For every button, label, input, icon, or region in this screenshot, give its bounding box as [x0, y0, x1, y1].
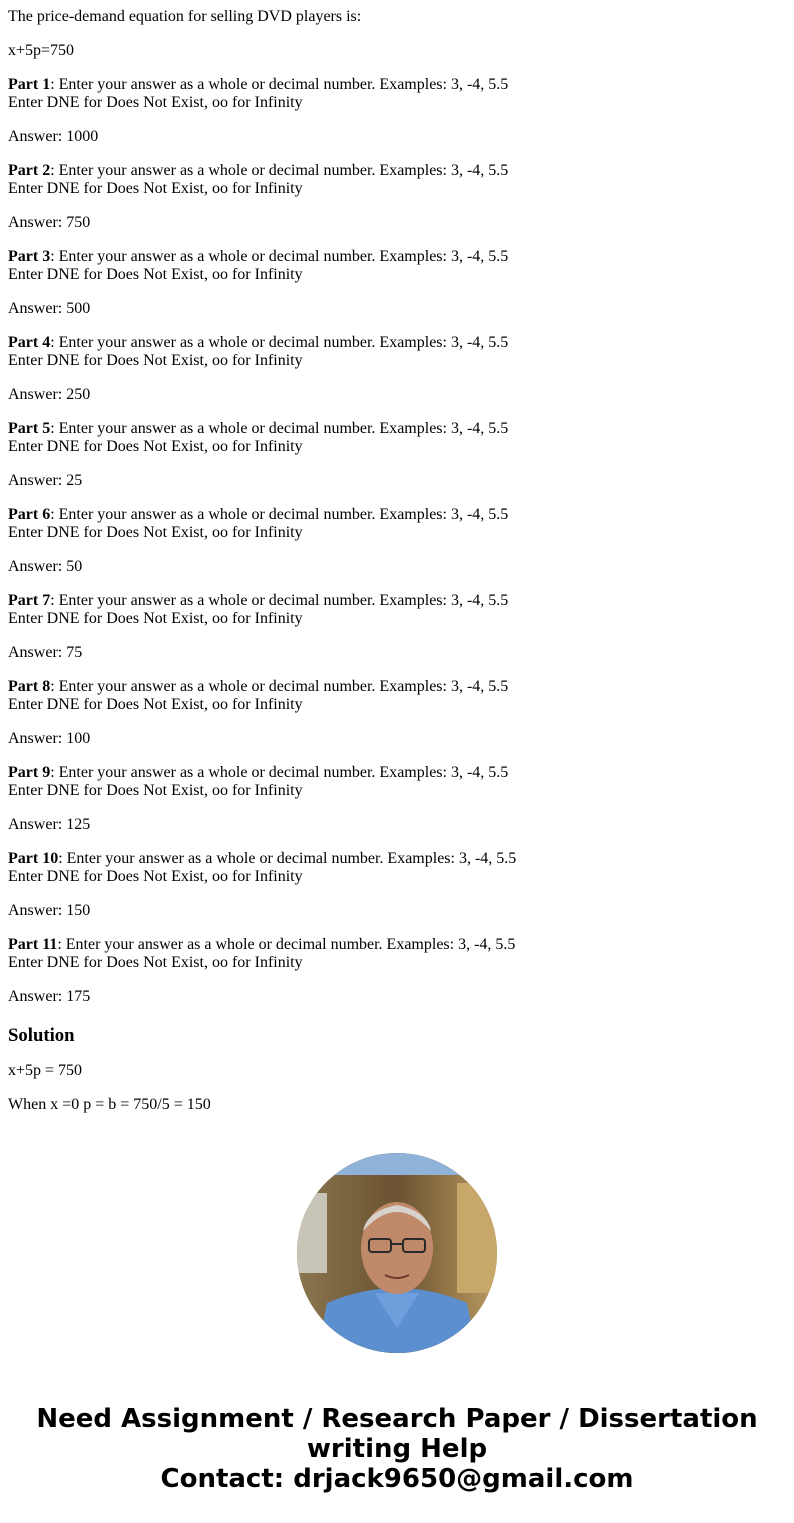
part-label: Part 9: [8, 764, 51, 781]
part-instruction: : Enter your answer as a whole or decimal number. Examples: 3, -4, 5.5: [50, 334, 509, 351]
part-answer: Answer: 100: [8, 730, 91, 747]
equation-text: x+5p=750: [8, 42, 75, 59]
part-label: Part 6: [8, 506, 51, 523]
part-hint: Enter DNE for Does Not Exist, oo for Infinity: [8, 524, 303, 541]
part-label: Part 11: [8, 936, 58, 953]
part-item: [8, 764, 786, 834]
part-hint: Enter DNE for Does Not Exist, oo for Infinity: [8, 782, 303, 799]
part-answer: Answer: 1000: [8, 128, 99, 145]
part-instruction: : Enter your answer as a whole or decimal number. Examples: 3, -4, 5.5: [50, 506, 509, 523]
promo-line: Need Assignment / Research Paper / Dissertation: [36, 1404, 758, 1434]
promo-banner: [0, 1404, 794, 1494]
part-instruction: : Enter your answer as a whole or decimal number. Examples: 3, -4, 5.5: [50, 248, 509, 265]
part-instruction: : Enter your answer as a whole or decimal number. Examples: 3, -4, 5.5: [50, 678, 509, 695]
part-instruction: : Enter your answer as a whole or decimal number. Examples: 3, -4, 5.5: [58, 850, 517, 867]
part-answer: Answer: 50: [8, 558, 83, 575]
part-hint: Enter DNE for Does Not Exist, oo for Infinity: [8, 610, 303, 627]
part-item: [8, 678, 786, 748]
part-instruction: : Enter your answer as a whole or decimal number. Examples: 3, -4, 5.5: [50, 420, 509, 437]
part-label: Part 1: [8, 76, 51, 93]
part-item: [8, 506, 786, 576]
part-label: Part 4: [8, 334, 51, 351]
promo-line: writing Help: [306, 1434, 488, 1464]
part-hint: Enter DNE for Does Not Exist, oo for Infinity: [8, 180, 303, 197]
solution-line: When x =0 p = b = 750/5 = 150: [8, 1096, 211, 1113]
part-item: [8, 76, 786, 146]
part-hint: Enter DNE for Does Not Exist, oo for Infinity: [8, 696, 303, 713]
portrait-illustration: [297, 1153, 497, 1353]
part-item: [8, 334, 786, 404]
part-instruction: : Enter your answer as a whole or decimal number. Examples: 3, -4, 5.5: [57, 936, 516, 953]
part-answer: Answer: 125: [8, 816, 91, 833]
part-answer: Answer: 500: [8, 300, 91, 317]
part-label: Part 5: [8, 420, 51, 437]
part-item: [8, 420, 786, 490]
author-photo: [297, 1153, 497, 1353]
part-instruction: : Enter your answer as a whole or decimal number. Examples: 3, -4, 5.5: [50, 592, 509, 609]
part-instruction: : Enter your answer as a whole or decimal number. Examples: 3, -4, 5.5: [50, 764, 509, 781]
part-instruction: : Enter your answer as a whole or decimal number. Examples: 3, -4, 5.5: [50, 162, 509, 179]
part-instruction: : Enter your answer as a whole or decimal number. Examples: 3, -4, 5.5: [50, 76, 509, 93]
solution-line: x+5p = 750: [8, 1062, 83, 1079]
part-hint: Enter DNE for Does Not Exist, oo for Infinity: [8, 352, 303, 369]
part-label: Part 7: [8, 592, 51, 609]
part-label: Part 3: [8, 248, 51, 265]
part-hint: Enter DNE for Does Not Exist, oo for Infinity: [8, 954, 303, 971]
solution-heading: Solution: [8, 1025, 75, 1046]
part-item: [8, 592, 786, 662]
promo-contact: Contact: drjack9650@gmail.com: [160, 1464, 634, 1494]
part-label: Part 2: [8, 162, 51, 179]
part-answer: Answer: 750: [8, 214, 91, 231]
parts-list: [8, 76, 786, 1006]
part-answer: Answer: 175: [8, 988, 91, 1005]
part-label: Part 8: [8, 678, 51, 695]
part-item: [8, 850, 786, 920]
part-hint: Enter DNE for Does Not Exist, oo for Infinity: [8, 438, 303, 455]
part-answer: Answer: 250: [8, 386, 91, 403]
part-hint: Enter DNE for Does Not Exist, oo for Infinity: [8, 868, 303, 885]
part-label: Part 10: [8, 850, 59, 867]
part-answer: Answer: 75: [8, 644, 83, 661]
part-item: [8, 162, 786, 232]
part-hint: Enter DNE for Does Not Exist, oo for Infinity: [8, 266, 303, 283]
intro-text: The price-demand equation for selling DVD players is:: [8, 8, 362, 25]
part-item: [8, 936, 786, 1006]
part-hint: Enter DNE for Does Not Exist, oo for Infinity: [8, 94, 303, 111]
part-answer: Answer: 25: [8, 472, 83, 489]
document-body: [8, 8, 786, 1130]
part-answer: Answer: 150: [8, 902, 91, 919]
part-item: [8, 248, 786, 318]
